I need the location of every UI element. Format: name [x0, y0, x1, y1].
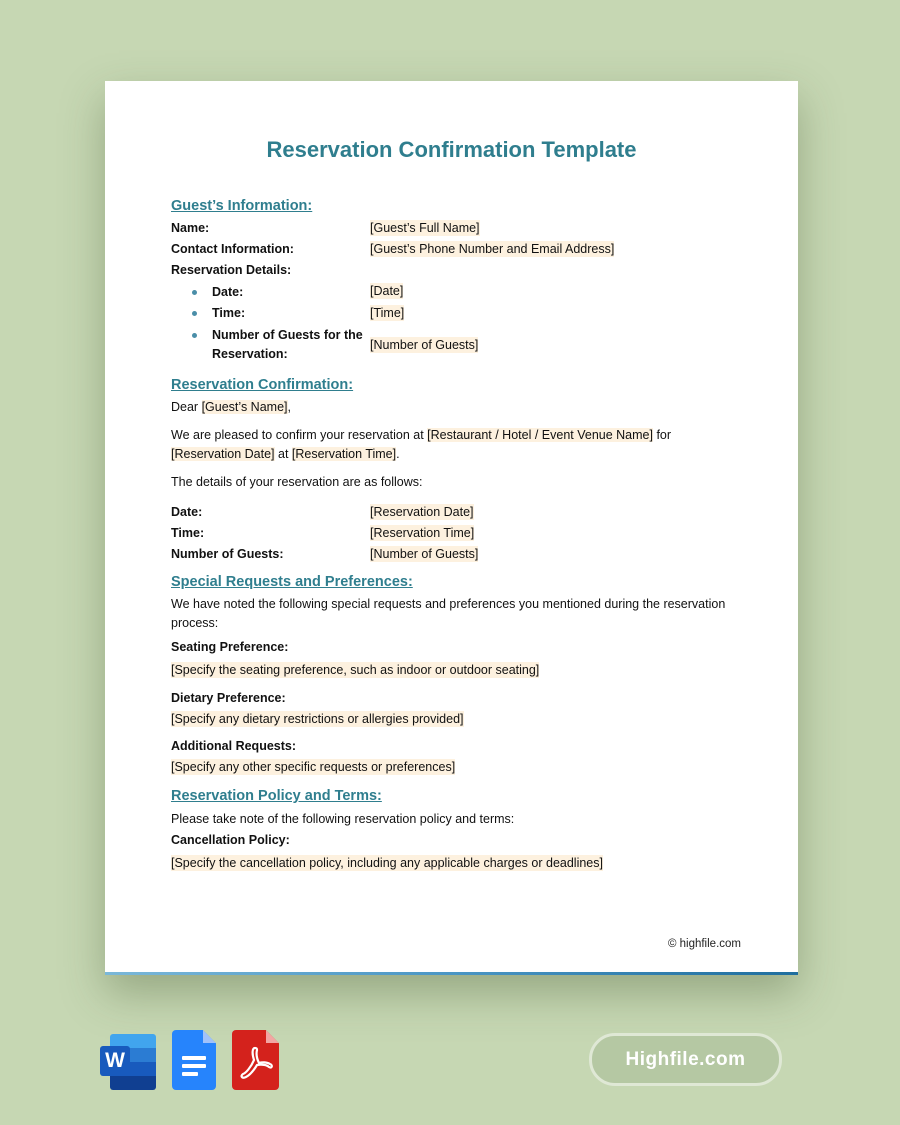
details-time-label: Time:	[212, 306, 246, 320]
guest-name-value: [Guest’s Full Name]	[370, 221, 480, 235]
pdf-icon[interactable]	[232, 1030, 279, 1090]
guest-info-heading: Guest’s Information:	[171, 198, 313, 214]
dietary-preference-value: [Specify any dietary restrictions or allergies provided]	[171, 712, 464, 726]
reservation-date-placeholder: [Reservation Date]	[171, 447, 275, 461]
details-intro: The details of your reservation are as follows:	[171, 475, 423, 489]
cancellation-policy-value: [Specify the cancellation policy, including any applicable charges or deadlines]	[171, 856, 603, 870]
additional-requests-value: [Specify any other specific requests or preferences]	[171, 760, 456, 774]
greeting-suffix: ,	[287, 400, 291, 414]
guest-name-label: Name:	[171, 221, 210, 235]
special-requests-intro: We have noted the following special requests and preferences you mentioned during the reservation process:	[171, 597, 726, 630]
word-app-icon[interactable]	[100, 1034, 156, 1090]
details-guests-value: [Number of Guests]	[370, 338, 479, 352]
details-guests-label-line1: Number of Guests for the	[212, 328, 363, 342]
cancellation-policy-label: Cancellation Policy:	[171, 833, 290, 847]
document-page	[105, 81, 798, 975]
details-date-label: Date:	[212, 285, 244, 299]
greeting-guest-name: [Guest’s Name]	[201, 400, 288, 414]
confirmation-text: for	[652, 428, 672, 442]
bullet-icon	[192, 311, 197, 316]
acrobat-symbol-icon	[232, 1030, 279, 1090]
seating-preference-value: [Specify the seating preference, such as indoor or outdoor seating]	[171, 663, 540, 677]
seating-preference-label: Seating Preference:	[171, 640, 289, 654]
policy-heading: Reservation Policy and Terms:	[171, 788, 382, 804]
details-guests-label-line2: Reservation:	[212, 347, 288, 361]
confirmation-text: We are pleased to confirm your reservation at	[171, 428, 428, 442]
confirm-date-label: Date:	[171, 505, 203, 519]
greeting-prefix: Dear	[171, 400, 202, 414]
bullet-icon	[192, 290, 197, 295]
special-requests-heading: Special Requests and Preferences:	[171, 574, 413, 590]
confirm-guests-label: Number of Guests:	[171, 547, 284, 561]
confirmation-text: .	[396, 447, 400, 461]
document-title: Reservation Confirmation Template	[266, 137, 637, 162]
confirmation-heading: Reservation Confirmation:	[171, 377, 354, 393]
copyright-note: © highfile.com	[667, 938, 741, 950]
policy-intro: Please take note of the following reservation policy and terms:	[171, 812, 515, 826]
details-time-value: [Time]	[370, 306, 405, 320]
confirm-time-value: [Reservation Time]	[370, 526, 475, 540]
google-docs-icon[interactable]	[172, 1030, 216, 1090]
confirmation-text: at	[274, 447, 292, 461]
confirm-time-label: Time:	[171, 526, 205, 540]
venue-placeholder: [Restaurant / Hotel / Event Venue Name]	[427, 428, 653, 442]
confirmation-paragraph-line1	[171, 427, 671, 443]
contact-info-value: [Guest’s Phone Number and Email Address]	[370, 242, 615, 256]
confirm-guests-value: [Number of Guests]	[370, 547, 479, 561]
greeting-line	[171, 399, 291, 415]
confirmation-paragraph-line2	[171, 446, 400, 462]
reservation-time-placeholder: [Reservation Time]	[291, 447, 397, 461]
details-date-value: [Date]	[370, 284, 404, 298]
confirm-date-value: [Reservation Date]	[370, 505, 474, 519]
additional-requests-label: Additional Requests:	[171, 739, 297, 753]
bullet-icon	[192, 333, 197, 338]
dietary-preference-label: Dietary Preference:	[171, 691, 286, 705]
highfile-brand-badge[interactable]: Highfile.com	[589, 1033, 782, 1086]
word-letter: W	[100, 1046, 130, 1076]
reservation-details-label: Reservation Details:	[171, 263, 292, 277]
contact-info-label: Contact Information:	[171, 242, 294, 256]
